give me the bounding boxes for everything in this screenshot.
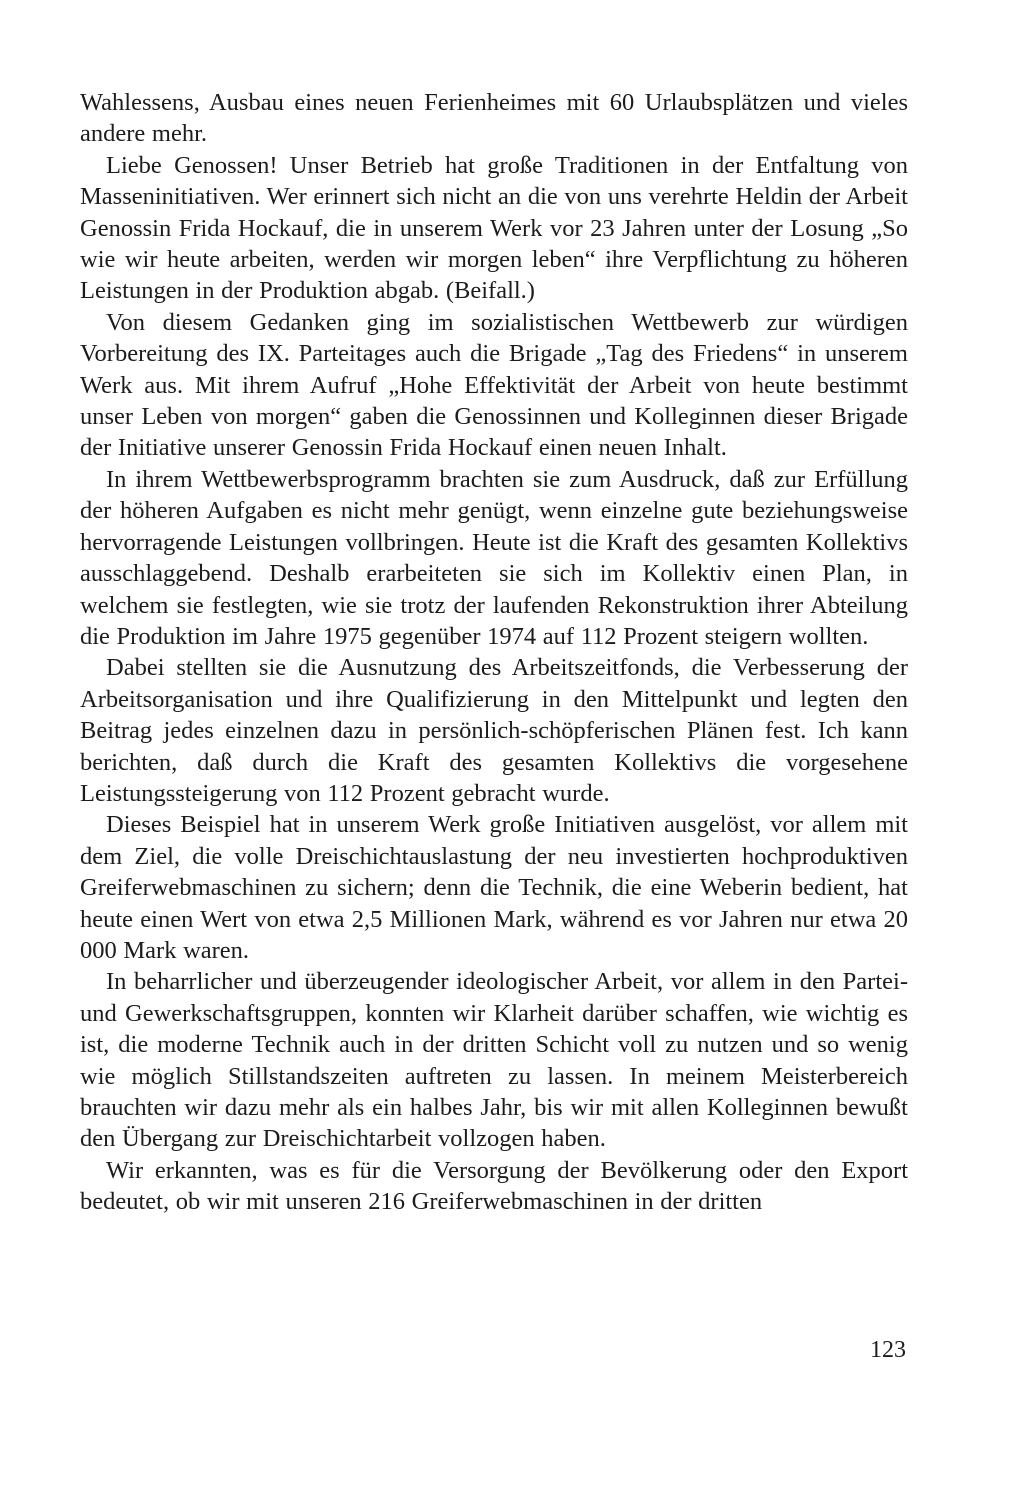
paragraph-2: Liebe Genossen! Unser Betrieb hat große Traditionen in der Entfaltung von Masseninitiativen. Wer erinnert sich nicht an die von uns verehrte Heldin der Arbeit Genossin Frida Hockauf, die in unserem Werk vor 23 Jahren unter der Losung „So wie wir heute arbeiten, werden wir morgen leben“ ihre Verpflichtung zu höheren Leistungen in der Produktion abgab. (Beifall.) — [80, 151, 908, 305]
paragraph-4: In ihrem Wettbewerbsprogramm brachten sie zum Ausdruck, daß zur Erfüllung der höheren Aufgaben es nicht mehr genügt, wenn einzelne gute beziehungsweise hervorragende Leistungen vollbringen. Heute ist die Kraft des gesamten Kollektivs ausschlaggebend. Deshalb erarbeiteten sie sich im Kollektiv einen Plan, in welchem sie festlegten, wie sie trotz der laufenden Rekonstruktion ihrer Abteilung die Produktion im Jahre 1975 gegenüber 1974 auf 112 Prozent steigern wollten. — [80, 465, 908, 650]
body-text — [80, 87, 908, 1218]
paragraph-3: Von diesem Gedanken ging im sozialistischen Wettbewerb zur würdigen Vorbereitung des IX. Parteitages auch die Brigade „Tag des Friedens“ in unserem Werk aus. Mit ihrem Aufruf „Hohe Effektivität der Arbeit von heute bestimmt unser Leben von morgen“ gaben die Genossinnen und Kolleginnen dieser Brigade der Initiative unserer Genossin Frida Hockauf einen neuen Inhalt. — [80, 308, 908, 462]
paragraph-8: Wir erkannten, was es für die Versorgung der Bevölkerung oder den Export bedeutet, ob wir mit unseren 216 Greiferwebmaschinen in der dritten — [80, 1156, 908, 1216]
paragraph-6: Dieses Beispiel hat in unserem Werk große Initiativen ausgelöst, vor allem mit dem Ziel, die volle Dreischichtauslastung der neu investierten hochproduktiven Greiferwebmaschinen zu sichern; denn die Technik, die eine Weberin bedient, hat heute einen Wert von etwa 2,5 Millionen Mark, während es vor Jahren nur etwa 20 000 Mark waren. — [80, 811, 908, 964]
paragraph-1: Wahlessens, Ausbau eines neuen Ferienheimes mit 60 Urlaubsplätzen und vieles andere mehr. — [80, 89, 908, 148]
paragraph-5: Dabei stellten sie die Ausnutzung des Arbeitszeitfonds, die Verbesserung der Arbeitsorganisation und ihre Qualifizierung in den Mittelpunkt und legten den Beitrag jedes einzelnen dazu in persönlich-schöpferischen Plänen fest. Ich kann berichten, daß durch die Kraft des gesamten Kollektivs die vorgesehene Leistungssteigerung von 112 Prozent gebracht wurde. — [80, 654, 908, 807]
paragraph-7: In beharrlicher und überzeugender ideologischer Arbeit, vor allem in den Partei- und Gewerkschaftsgruppen, konnten wir Klarheit darüber schaffen, wie wichtig es ist, die moderne Technik auch in der dritten Schicht voll zu nutzen und so wenig wie möglich Stillstandszeiten auftreten zu lassen. In meinem Meisterbereich brauchten wir dazu mehr als ein halbes Jahr, bis wir mit allen Kolleginnen bewußt den Übergang zur Dreischichtarbeit vollzogen haben. — [80, 968, 908, 1153]
page-number: 123 — [870, 1337, 906, 1363]
